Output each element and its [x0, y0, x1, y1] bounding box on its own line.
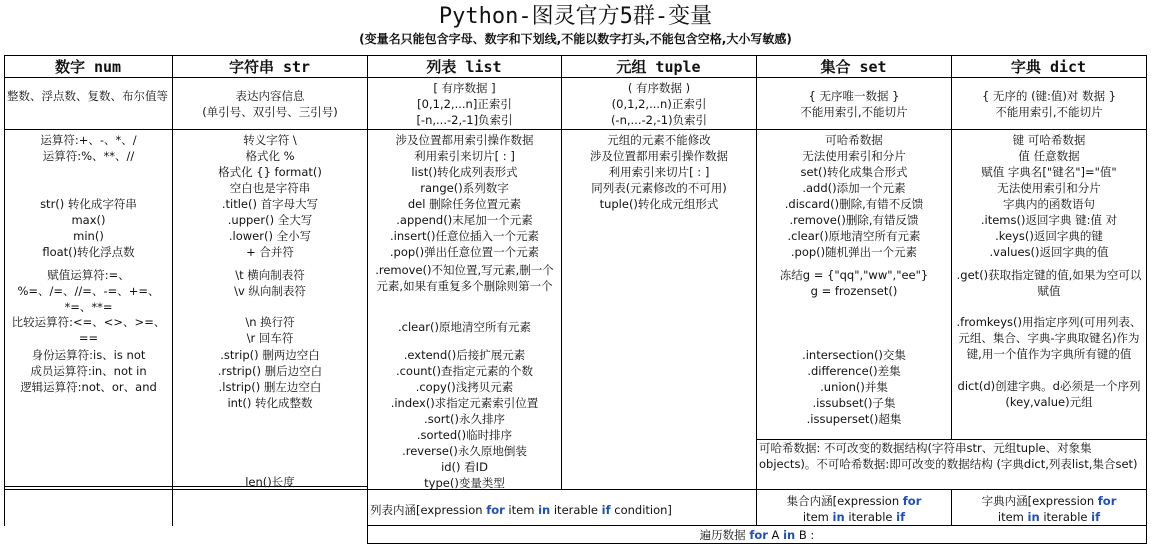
list-item: 键 可哈希数据	[1012, 133, 1086, 147]
list-item: float()转化浮点数	[42, 245, 135, 259]
list-item: .rstrip() 删后边空白	[217, 364, 323, 378]
list-item: .difference()差集	[807, 364, 901, 378]
list-item: .items()返回字典 键:值 对	[980, 213, 1118, 227]
list-item: .strip() 删两边空白	[220, 348, 320, 362]
header-num: 数字 num	[54, 58, 122, 76]
dict-constructor: dict(d)创建字典。d必须是一个序列 (key,value)元组	[957, 379, 1141, 409]
header-set: 集合 set	[820, 58, 887, 76]
list-remove: .remove()不知位置,写元素,删一个元素,如果有重复多个删除则第一个	[375, 263, 554, 293]
list-item: .pop()随机弹出一个元素	[790, 245, 918, 259]
header-dict: 字典 dict	[1010, 58, 1087, 76]
list-item: 无法使用索引和分片	[997, 181, 1101, 195]
str-description: 表达内容信息 (单引号、双引号、三引号)	[202, 89, 338, 119]
list-description: [ 有序数据 ] [0,1,2,...n]正索引 [-n,...-2,-1]负索引	[416, 81, 513, 127]
list-item: .reverse()永久原地倒装	[402, 444, 527, 458]
list-item: 可哈希数据	[825, 133, 883, 147]
list-item: list()转化成列表形式	[411, 165, 518, 179]
list-item: 运算符:+、-、*、/	[40, 133, 137, 147]
list-item: .add()添加一个元素	[802, 181, 906, 195]
header-list: 列表 list	[426, 58, 502, 76]
grid-line	[367, 543, 1147, 544]
dict-list	[952, 132, 1146, 260]
list-item: .count()查指定元素的个数	[395, 364, 534, 378]
page-subtitle: (变量名只能包含字母、数字和下划线,不能以数字打头,不能包含空格,大小写敏感)	[359, 32, 792, 46]
set-comprehension: 集合内涵[expression for item in iterable if	[786, 494, 922, 524]
list-item: 无法使用索引和分片	[802, 149, 906, 163]
num-description: 整数、浮点数、复数、布尔值等	[7, 89, 168, 103]
list-item: .title() 首字母大写	[221, 197, 319, 211]
num-ops-list	[5, 347, 172, 395]
list-item: tuple()转化成元组形式	[599, 197, 719, 211]
page-title: Python-图灵官方5群-变量	[438, 4, 713, 29]
num-list	[5, 132, 172, 260]
list-methods	[368, 132, 561, 260]
list-item: .clear()原地清空所有元素	[398, 320, 531, 334]
grid-line	[4, 486, 172, 487]
list-item: .append()末尾加一个元素	[396, 213, 533, 227]
list-item: 转义字符 \	[243, 133, 297, 147]
str-tab-chars: \t 横向制表符 \v 纵向制表符	[234, 268, 306, 298]
list-item: 成员运算符:in、not in	[30, 364, 147, 378]
list-item: .remove()删除,有错反馈	[789, 213, 919, 227]
str-list	[173, 132, 367, 260]
variable-table	[4, 55, 1147, 544]
list-item: set()转化成集合形式	[800, 165, 908, 179]
list-item: max()	[71, 213, 106, 227]
list-item: 同列表(元素修改的不可用)	[591, 181, 727, 195]
list-item: .intersection()交集	[802, 348, 906, 362]
list-item: range()系列数字	[420, 181, 509, 195]
list-item: 值 任意数据	[1018, 149, 1080, 163]
dict-comprehension: 字典内涵[expression for item in iterable if	[981, 494, 1117, 524]
str-strip-list	[173, 347, 367, 411]
dict-description: { 无序的 (键:值)对 数据 } 不能用索引,不能切片	[981, 89, 1117, 119]
list-item: .keys()返回字典的键	[995, 229, 1103, 243]
list-item: 格式化 {} format()	[218, 165, 322, 179]
list-item: 赋值 字典名["键名"]="值"	[981, 165, 1117, 179]
list-item: 逻辑运算符:not、or、and	[20, 380, 157, 394]
set-ops-list	[757, 347, 951, 427]
list-item	[5, 164, 172, 180]
num-assign-ops: 赋值运算符:=、%=、/=、//=、-=、+=、*=、**=	[17, 268, 160, 314]
list-item: 空白也是字符串	[229, 181, 311, 195]
list-item: .discard()删除,有错不反馈	[784, 197, 924, 211]
list-item: .issubset()子集	[812, 396, 896, 410]
list-comprehension: 列表内涵[expression for item in iterable if condition]	[370, 503, 672, 517]
list-item: .insert()任意位插入一个元素	[390, 229, 539, 243]
hashable-note: 可哈希数据: 不可改变的数据结构(字符串str、元组tuple、对象集objects)。不可哈希数据:即可改变的数据结构 (字典dict,列表list,集合set)	[759, 441, 1138, 471]
list-item: + 合并符	[246, 245, 294, 259]
traverse-syntax: 遍历数据 for A in B :	[699, 528, 815, 542]
list-item: .copy()浅拷贝元素	[415, 380, 514, 394]
list-item: 元组的元素不能修改	[607, 133, 711, 147]
grid-line	[367, 525, 1147, 526]
list-item: .index()求指定元素索引位置	[390, 396, 539, 410]
str-newline-chars: \n 换行符 \r 回车符	[245, 315, 295, 345]
list-item: .upper() 全大写	[227, 213, 313, 227]
grid-line	[4, 129, 1147, 130]
list-item: .sorted()临时排序	[416, 428, 513, 442]
tuple-list	[562, 132, 756, 212]
list-item: 运算符:%、**、//	[42, 149, 135, 163]
list-item: type()变量类型	[424, 476, 505, 490]
list-item: .issuperset()超集	[806, 412, 902, 426]
set-description: { 无序唯一数据 } 不能用索引,不能切片	[800, 89, 908, 119]
tuple-description: ( 有序数据 ) (0,1,2,...n)正索引 (-n,...-2,-1)负索引	[610, 81, 708, 127]
set-frozen: 冻结g = {"qq","ww","ee"} g = frozenset()	[779, 268, 929, 298]
list-item: min()	[73, 229, 104, 243]
list-item: .extend()后接扩展元素	[403, 348, 526, 362]
list-item: int() 转化成整数	[227, 396, 313, 410]
list-item: .sort()永久排序	[424, 412, 505, 426]
list-item: 涉及位置都用索引操作数据	[590, 149, 728, 163]
list-item	[5, 180, 172, 196]
grid-line	[4, 55, 5, 526]
list-item: id() 看ID	[441, 460, 488, 474]
list-item: 字典内的函数语句	[1003, 197, 1095, 211]
header-str: 字符串 str	[228, 58, 311, 76]
list-methods-2	[368, 319, 561, 335]
list-item: .clear()原地清空所有元素	[787, 229, 921, 243]
str-len: len()长度	[245, 475, 295, 489]
list-item: 格式化 %	[245, 149, 295, 163]
list-item: 涉及位置都用索引操作数据	[395, 133, 534, 147]
list-item: .lower() 全小写	[228, 229, 312, 243]
grid-line	[1146, 55, 1147, 544]
list-item: str() 转化成字符串	[40, 197, 137, 211]
list-methods-3	[368, 347, 561, 491]
list-item: .lstrip() 删左边空白	[218, 380, 322, 394]
list-item: .union()并集	[820, 380, 888, 394]
header-tuple: 元组 tuple	[616, 58, 701, 76]
set-list	[757, 132, 951, 260]
list-item: del 删除任务位置元素	[407, 197, 522, 211]
list-item: 利用索引来切片[ : ]	[608, 165, 710, 179]
list-item: .pop()弹出任意位置一个元素	[389, 245, 540, 259]
list-item: 利用索引来切片[ : ]	[414, 149, 515, 163]
dict-fromkeys: .fromkeys()用指定序列(可用列表、元组、集合、字典-字典取键名)作为键,用一个值作为字典所有键的值	[956, 315, 1142, 361]
list-item: .values()返回字典的值	[989, 245, 1109, 259]
list-item: 身份运算符:is、is not	[31, 348, 146, 362]
num-compare-ops: 比较运算符:<=、<>、>=、==	[11, 315, 166, 345]
dict-get: .get()获取指定键的值,如果为空可以赋值	[956, 268, 1142, 298]
